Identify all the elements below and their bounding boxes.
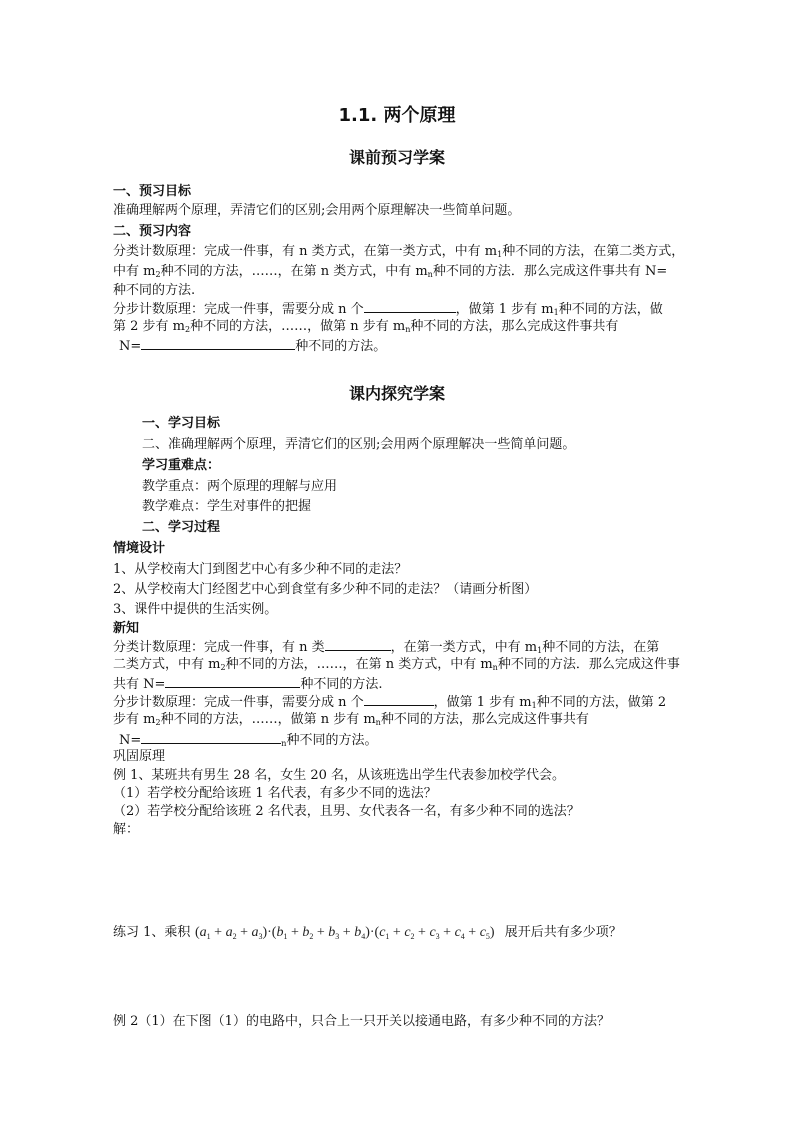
scenario-question-2: 2、从学校南大门经图艺中心到食堂有多少种不同的走法？（请画分析图）: [113, 582, 538, 597]
review-heading: 巩固原理: [113, 749, 166, 764]
key-points-heading: 学习重难点：: [142, 458, 221, 473]
fill-blank[interactable]: [364, 298, 456, 313]
fill-blank[interactable]: [165, 673, 300, 688]
inclass-addition-line-3: 共有 N= 种不同的方法.: [113, 673, 383, 695]
solution-label: 解：: [113, 822, 140, 837]
scenario-question-1: 1、从学校南大门到图艺中心有多少种不同的走法？: [113, 562, 408, 577]
inclass-goal-text: 二、准确理解两个原理，弄清它们的区别;会用两个原理解决一些简单问题。: [142, 437, 576, 452]
preview-goal-heading: 一、预习目标: [113, 184, 192, 199]
fill-blank[interactable]: [325, 636, 391, 651]
preview-goal-text: 准确理解两个原理，弄清它们的区别;会用两个原理解决一些简单问题。: [113, 203, 521, 218]
scenario-question-3: 3、课件中提供的生活实例。: [113, 602, 278, 617]
preview-content-heading: 二、预习内容: [113, 224, 192, 239]
inclass-multiplication-line-3: N= $_n$种不同的方法。: [119, 729, 377, 754]
fill-blank[interactable]: [141, 335, 295, 350]
scenario-heading: 情境设计: [113, 541, 166, 556]
preview-addition-line-3: 种不同的方法.: [113, 283, 196, 298]
preview-multiplication-line-3: N= 种不同的方法。: [119, 335, 386, 357]
section-title-preview: 课前预习学案: [348, 148, 445, 167]
key-point-2: 教学难点：学生对事件的把握: [142, 499, 312, 514]
example-1-part-2: （2）若学校分配给该班 2 名代表，且男、女代表各一名，有多少种不同的选法？: [113, 804, 580, 819]
product-formula: [195, 918, 501, 944]
inclass-multiplication-line-2: 步有 $m_2$种不同的方法，……，做第 n 步有 $m_n$种不同的方法，那么完成这件事共有: [113, 712, 589, 727]
fill-blank[interactable]: [141, 729, 281, 744]
example-1-part-1: （1）若学校分配给该班 1 名代表，有多少不同的选法？: [113, 786, 437, 801]
inclass-multiplication-line-1: 分步计数原理：完成一件事，需要分成 n 个 ，做第 1 步有 $m_1$种不同的方法，做第 2: [113, 691, 666, 716]
svg-text:(a1 + a2 + a3)·(b1 + b2 + b3 +: $(a_1 + a_2 + a_3)\cdot(b_1 + b_2 + b_3 + b_4)\cdot(c_1 + c_2 + c_3 + c_4 + c_5)$: [194, 925, 495, 941]
practice-1: 练习 1、乘积 $(a_1 + a_2 + a_3)\cdot(b_1 + b_2 + b_3 + b_4)\cdot(c_1 + c_2 + c_3 + c_4 + c_5)$ 展开后共有多少项？: [113, 918, 622, 944]
preview-addition-line-1: 分类计数原理：完成一件事，有 n 类方式，在第一类方式，中有 $m_1$种不同的方法，在第二类方式，: [113, 244, 685, 259]
example-2: 例 2（1）在下图（1）的电路中，只合上一只开关以接通电路，有多少种不同的方法？: [113, 1014, 610, 1029]
new-knowledge-heading: 新知: [113, 621, 140, 636]
fill-blank[interactable]: [364, 691, 434, 706]
section-title-inclass: 课内探究学案: [348, 384, 445, 403]
key-point-1: 教学重点：两个原理的理解与应用: [142, 479, 338, 494]
example-1: 例 1、某班共有男生 28 名，女生 20 名，从该班选出学生代表参加校学代会。: [113, 768, 566, 783]
inclass-addition-line-2: 二类方式，中有 $m_2$种不同的方法，……，在第 n 类方式，中有 $m_n$种不同的方法．那么完成这件事: [113, 657, 680, 672]
preview-addition-line-2: 中有 $m_2$种不同的方法，……，在第 n 类方式，中有 $m_n$种不同的方法．那么完成这件事共有 N=: [113, 264, 668, 279]
preview-multiplication-line-2: 第 2 步有 $m_2$种不同的方法，……，做第 n 步有 $m_n$种不同的方法，那么完成这件事共有: [113, 319, 619, 334]
inclass-addition-line-1: 分类计数原理：完成一件事，有 n 类 ，在第一类方式，中有 $m_1$种不同的方法，在第: [113, 636, 659, 661]
page-title: 1.1. 两个原理: [338, 105, 456, 126]
inclass-goal-heading: 一、学习目标: [142, 416, 221, 431]
preview-multiplication-line-1: 分步计数原理：完成一件事，需要分成 n 个 ，做第 1 步有 $m_1$种不同的方法，做: [113, 298, 663, 323]
process-heading: 二、学习过程: [142, 520, 221, 535]
